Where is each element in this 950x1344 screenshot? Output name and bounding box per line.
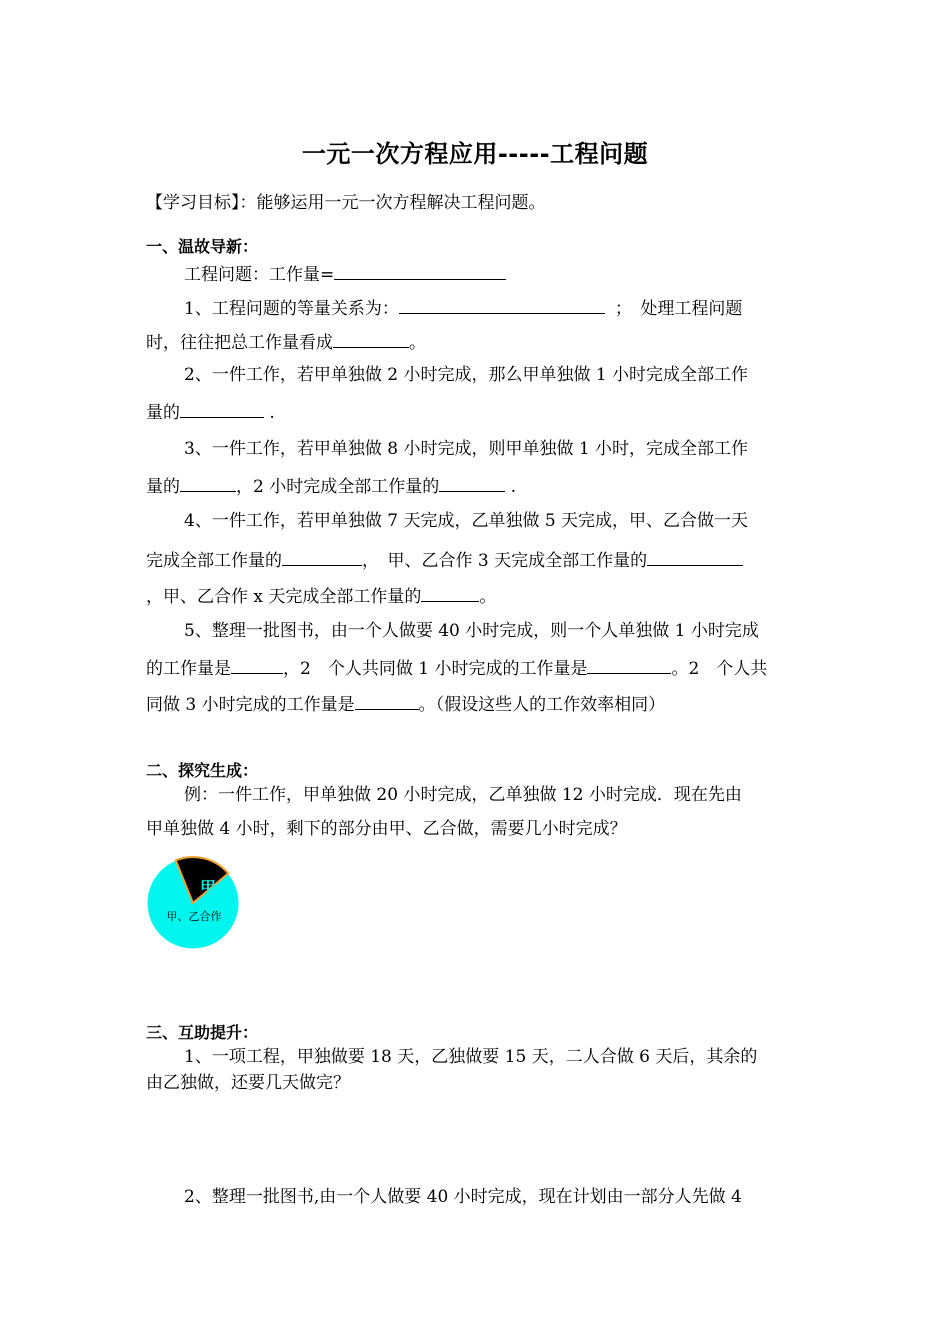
answer-blank[interactable] <box>282 548 362 566</box>
answer-blank[interactable] <box>355 692 419 710</box>
question-4-line-1: 4、一件工作，若甲单独做 7 天完成，乙单独做 5 天完成，甲、乙合做一天 <box>184 511 749 531</box>
example-line-1: 例：一件工作，甲单独做 20 小时完成，乙单独做 12 小时完成．现在先由 <box>184 785 742 805</box>
answer-blank[interactable] <box>334 262 506 280</box>
question-1-line-1 <box>184 296 742 320</box>
section-heading-review: 一、温故导新： <box>146 237 259 256</box>
practice-1-line-1: 1、一项工程，甲独做要 18 天，乙独做要 15 天，二人合做 6 天后，其余的 <box>184 1047 758 1067</box>
question-4-line-2 <box>146 548 743 572</box>
pie-label-jia: 甲 <box>199 878 217 897</box>
question-1-text: 1、工程问题的等量关系为： <box>184 299 399 319</box>
question-4-text: 完成全部工作量的 <box>146 551 282 571</box>
page-title: 一元一次方程应用-----工程问题 <box>301 140 649 168</box>
answer-blank[interactable] <box>439 474 505 492</box>
question-5-text-end: 同做 3 小时完成的工作量是 <box>146 695 355 715</box>
work-formula-line <box>184 262 506 286</box>
question-5-text-cont2: 。2 个人共 <box>671 659 768 679</box>
question-3-line-2 <box>146 474 516 498</box>
question-5-line-2 <box>146 656 767 680</box>
question-1-text-end: 时，往往把总工作量看成 <box>146 333 333 353</box>
work-formula-text: 工程问题：工作量= <box>184 265 335 285</box>
punctuation: 。 <box>409 333 426 353</box>
answer-blank[interactable] <box>180 400 264 418</box>
question-4-line-3 <box>146 584 496 608</box>
question-5-text-cont: ，2 个人共同做 1 小时完成的工作量是 <box>283 659 588 679</box>
answer-blank[interactable] <box>421 584 479 602</box>
work-pie-diagram <box>144 852 244 952</box>
question-3-text-cont: ，2 小时完成全部工作量的 <box>236 477 440 497</box>
question-5-note: 。（假设这些人的工作效率相同） <box>418 695 666 715</box>
answer-blank[interactable] <box>647 548 743 566</box>
question-2-line-2 <box>146 400 275 424</box>
answer-blank[interactable] <box>587 656 671 674</box>
answer-blank[interactable] <box>333 330 409 348</box>
example-line-2: 甲单独做 4 小时，剩下的部分由甲、乙合做，需要几小时完成？ <box>146 819 627 839</box>
answer-blank[interactable] <box>231 656 283 674</box>
answer-blank[interactable] <box>180 474 236 492</box>
question-5-line-3 <box>146 692 665 716</box>
pie-label-cooperate: 甲、乙合作 <box>166 910 222 923</box>
question-5-text: 的工作量是 <box>146 659 231 679</box>
question-1-line-2 <box>146 330 426 354</box>
question-5-line-1: 5、整理一批图书，由一个人做要 40 小时完成，则一个人单独做 1 小时完成 <box>184 621 759 641</box>
question-3-line-1: 3、一件工作，若甲单独做 8 小时完成，则甲单独做 1 小时，完成全部工作 <box>184 439 749 459</box>
question-4-text-end: ，甲、乙合作 x 天完成全部工作量的 <box>146 587 422 607</box>
question-4-text-cont: ， 甲、乙合作 3 天完成全部工作量的 <box>362 551 648 571</box>
question-2-line-1: 2、一件工作，若甲单独做 2 小时完成，那么甲单独做 1 小时完成全部工作 <box>184 365 749 385</box>
punctuation: . <box>264 403 275 423</box>
section-heading-explore: 二、探究生成： <box>146 761 259 780</box>
punctuation: 。 <box>479 587 497 607</box>
question-3-text: 量的 <box>146 477 180 497</box>
practice-2-line-1: 2、整理一批图书,由一个人做要 40 小时完成，现在计划由一部分人先做 4 <box>184 1187 742 1207</box>
question-2-text: 量的 <box>146 403 180 423</box>
section-heading-improve: 三、互助提升： <box>146 1023 259 1042</box>
punctuation: . <box>505 477 517 497</box>
answer-blank[interactable] <box>399 296 605 314</box>
practice-1-line-2: 由乙独做，还要几天做完？ <box>146 1073 350 1093</box>
learning-goal: 【学习目标】：能够运用一元一次方程解决工程问题。 <box>146 193 546 213</box>
question-1-text-cont: ； 处理工程问题 <box>614 299 743 319</box>
